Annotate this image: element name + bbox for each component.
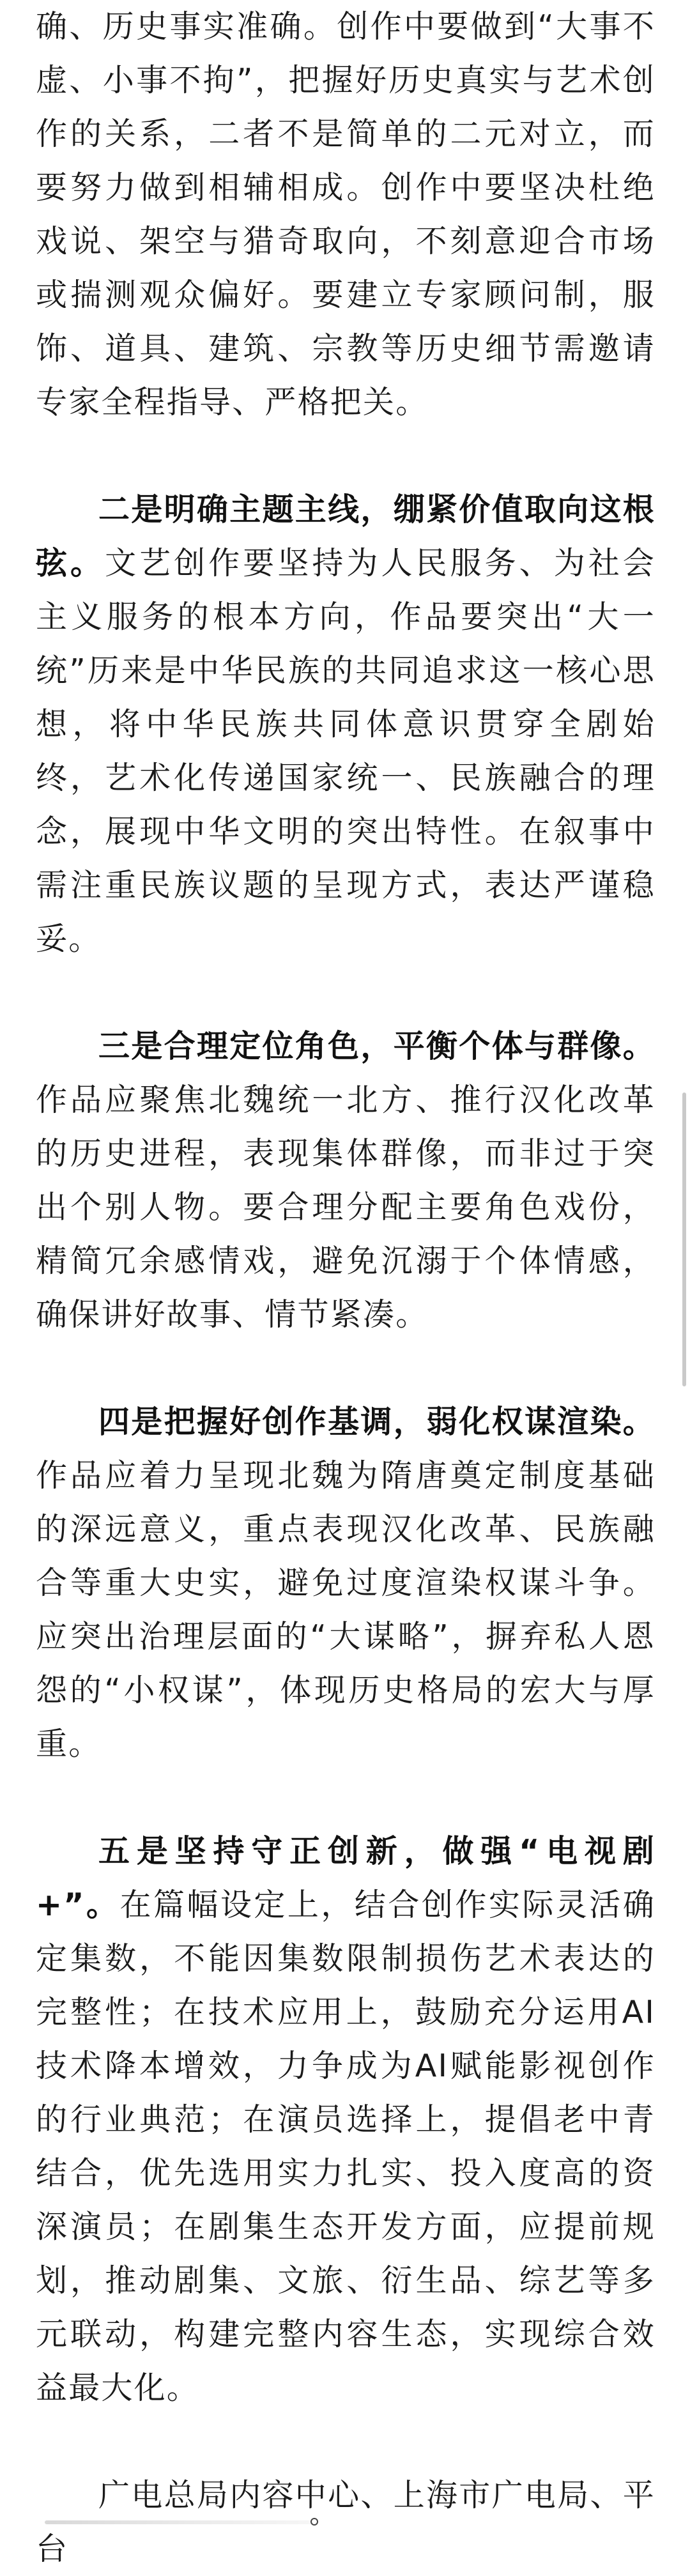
bottom-progress-decor — [0, 2514, 690, 2533]
closing-text: 广电总局内容中心、上海市广电局、平台 — [36, 2477, 656, 2567]
section-heading-3: 三是合理定位角色，平衡个体与群像。 — [98, 1028, 656, 1064]
section-body-5: 在篇幅设定上，结合创作实际灵活确定集数，不能因集数限制损伤艺术表达的完整性；在技术应用上，鼓励充分运用AI技术降本增效，力争成为AI赋能影视创作的行业典范；在演员选择上，提倡老中青结合，优先选用实力扎实、投入度高的资深演员；在剧集生态开发方面，应提前规划，推动剧集、文旅、衍生品、综艺等多元联动，构建完整内容生态，实现综合效益最大化。 — [36, 1887, 656, 2406]
paragraph-gap — [36, 1771, 656, 1825]
section-heading-4: 四是把握好创作基调，弱化权谋渲染。 — [98, 1404, 656, 1440]
intro-text: 确、历史事实准确。创作中要做到“大事不虚、小事不拘”，把握好历史真实与艺术创作的关系，二者不是简单的二元对立，而要努力做到相辅相成。创作中要坚决杜绝戏说、架空与猎奇取向，不刻意迎合市场或揣测观众偏好。要建立专家顾问制，服饰、道具、建筑、宗教等历史细节需邀请专家全程指导、严格把关。 — [36, 8, 656, 420]
section-body-3: 作品应聚焦北魏统一北方、推行汉化改革的历史进程，表现集体群像，而非过于突出个别人物。要合理分配主要角色戏份，精简冗余感情戏，避免沉溺于个体情感，确保讲好故事、情节紧凑。 — [36, 1082, 656, 1333]
paragraph-gap — [36, 966, 656, 1020]
paragraph-gap — [36, 429, 656, 483]
paragraph-gap — [36, 1342, 656, 1395]
section-heading-5: 五是坚持守正创新，做强“电视剧+”。 — [36, 1833, 656, 1923]
section-paragraph-2 — [36, 483, 656, 966]
section-heading-2: 二是明确主题主线，绷紧价值取向这根弦。 — [36, 491, 656, 581]
section-body-2: 文艺创作要坚持为人民服务、为社会主义服务的根本方向，作品要突出“大一统”历来是中华民族的共同追求这一核心思想，将中华民族共同体意识贯穿全剧始终，艺术化传递国家统一、民族融合的理念，展现中华文明的突出特性。在叙事中需注重民族议题的呈现方式，表达严谨稳妥。 — [36, 545, 656, 957]
blurred-strip — [45, 2520, 313, 2524]
article-body — [36, 0, 656, 2576]
scrollbar[interactable] — [682, 1092, 686, 1386]
paragraph-gap — [36, 2415, 656, 2469]
section-paragraph-3 — [36, 1020, 656, 1342]
indicator-dot-icon — [310, 2518, 318, 2526]
section-body-4: 作品应着力呈现北魏为隋唐奠定制度基础的深远意义，重点表现汉化改革、民族融合等重大史实，避免过度渲染权谋斗争。应突出治理层面的“大谋略”，摒弃私人恩怨的“小权谋”，体现历史格局的宏大与厚重。 — [36, 1457, 656, 1762]
intro-paragraph — [36, 0, 656, 429]
section-paragraph-5 — [36, 1825, 656, 2415]
section-paragraph-4 — [36, 1395, 656, 1771]
